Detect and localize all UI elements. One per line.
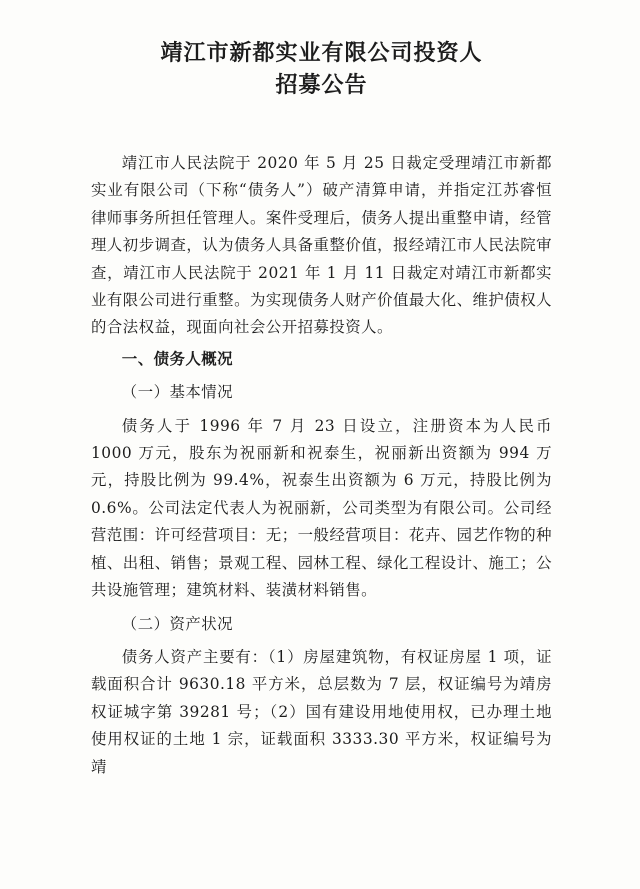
document-title: 靖江市新都实业有限公司投资人	[160, 41, 483, 66]
intro-paragraph: 靖江市人民法院于 2020 年 5 月 25 日裁定受理靖江市新都实业有限公司（下称“债务人”）破产清算申请，并指定江苏睿恒律师事务所担任管理人。案件受理后，债务人提出重整申请，经管理人初步调查，认为债务人具备重整价值，报经靖江市人民法院审查，靖江市人民法院于 2021 年 1 月 11 日裁定对靖江市新都实业有限公司进行重整。为实现债务人财产价值最大化、维护债权人的合法权益，现面向社会公开招募投资人。	[91, 154, 552, 337]
assets-paragraph: 债务人资产主要有：（1）房屋建筑物，有权证房屋 1 项，证载面积合计 9630.18 平方米，总层数为 7 层，权证编号为靖房权证城字第 39281 号；（2）国有建设用地使用权，已办理土地使用权证的土地 1 宗，证载面积 3333.30 平方米，权证编号为靖	[91, 647, 552, 776]
section-heading-text: 一、债务人概况	[121, 349, 234, 368]
document-subtitle: 招募公告	[275, 73, 368, 98]
subsection-heading-basic-info: （一）基本情况	[121, 383, 234, 402]
title-block	[91, 38, 552, 102]
section-heading-debtor-overview	[91, 346, 552, 373]
subsection-heading-assets: （二）资产状况	[121, 614, 234, 633]
basic-info-paragraph: 债务人于 1996 年 7 月 23 日设立，注册资本为人民币 1000 万元，股东为祝丽新和祝泰生，祝丽新出资额为 994 万元，持股比例为 99.4%，祝泰生出资额为 6 万元，持股比例为 0.6%。公司法定代表人为祝丽新，公司类型为有限公司。公司经营范围：许可经营项目：无；一般经营项目：花卉、园艺作物的种植、出租、销售；景观工程、园林工程、绿化工程设计、施工；公共设施管理；建筑材料、装潢材料销售。	[91, 416, 552, 600]
